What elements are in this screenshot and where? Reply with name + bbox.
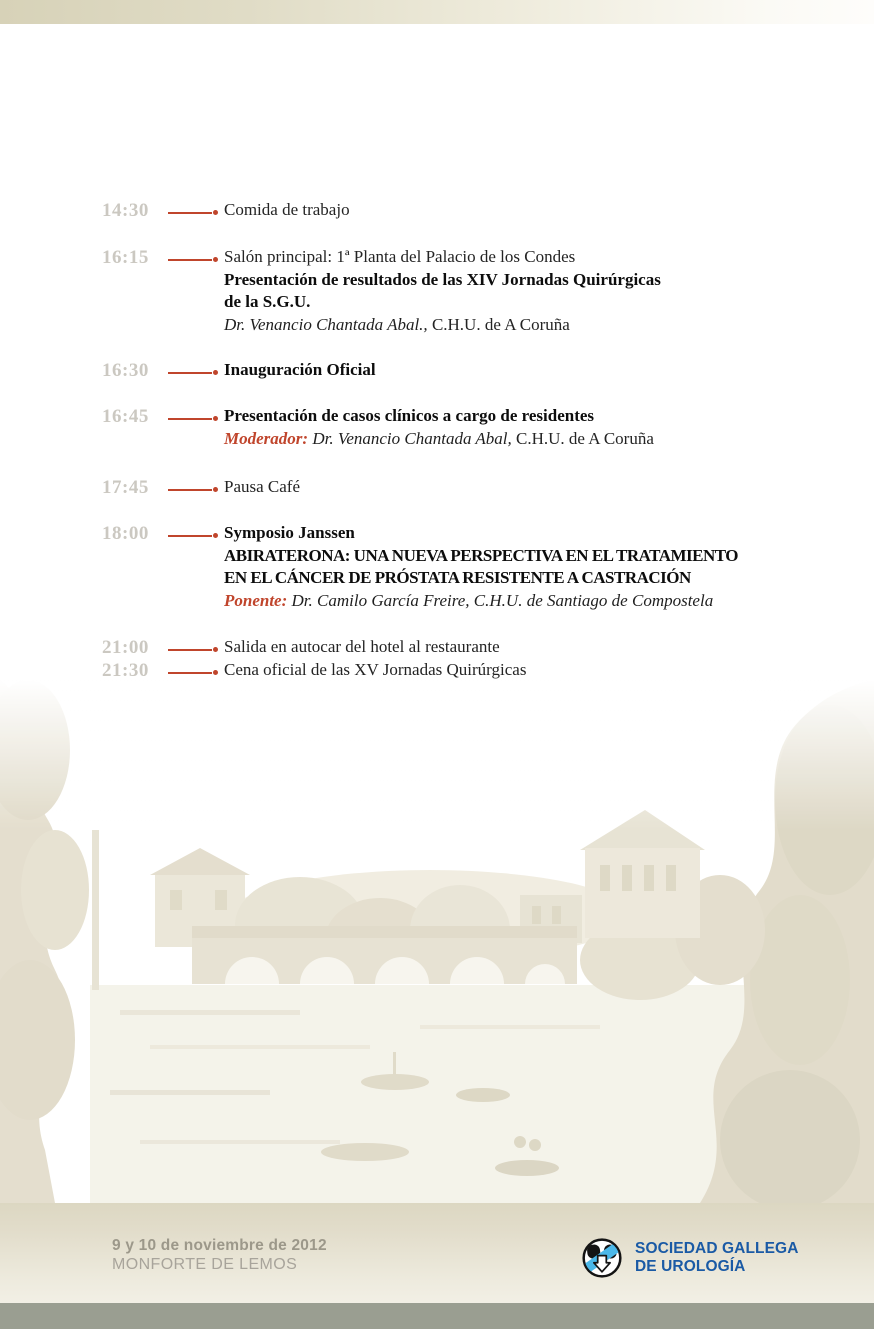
entry-content (224, 405, 654, 450)
entry-time: 21:30 (102, 660, 149, 681)
schedule-line (224, 567, 738, 590)
text-segment: Symposio Janssen (224, 523, 355, 542)
entry-time: 16:30 (102, 360, 149, 381)
entry-time: 16:45 (102, 406, 149, 427)
entry-content (224, 522, 738, 613)
schedule-line (224, 269, 661, 292)
connector-line (168, 672, 212, 674)
connector-line (168, 489, 212, 491)
text-segment: Pausa Café (224, 477, 301, 496)
schedule-line (224, 476, 300, 499)
connector (166, 659, 224, 675)
schedule-entry (102, 476, 300, 499)
schedule-line (224, 246, 661, 269)
entry-content (224, 199, 350, 222)
entry-content (224, 659, 526, 682)
connector-dot (213, 647, 218, 652)
schedule-line (224, 659, 526, 682)
connector (166, 359, 224, 375)
connector-dot (213, 257, 218, 262)
entry-time: 17:45 (102, 477, 149, 498)
schedule-line (224, 314, 661, 337)
bottom-bar (0, 1303, 874, 1329)
society-name-line2: DE UROLOGÍA (635, 1258, 746, 1275)
text-segment: Dr. Camilo García Freire, C.H.U. de Santiago de Compostela (291, 591, 714, 611)
footer-date: 9 y 10 de noviembre de 2012 (112, 1237, 327, 1254)
entry-time: 21:00 (102, 637, 149, 658)
connector-line (168, 418, 212, 420)
schedule-entry (102, 405, 654, 450)
connector-dot (213, 670, 218, 675)
schedule-entry (102, 636, 500, 659)
connector-line (168, 649, 212, 651)
text-segment: ABIRATERONA: UNA NUEVA PERSPECTIVA EN EL TRATAMIENTO (224, 545, 739, 565)
schedule-line (224, 199, 350, 222)
connector (166, 405, 224, 421)
schedule-line (224, 545, 738, 568)
connector-dot (213, 370, 218, 375)
sgu-logo-icon (581, 1237, 623, 1279)
entry-content (224, 246, 661, 337)
schedule-line (224, 428, 654, 451)
text-segment: Dr. Venancio Chantada Abal., (224, 315, 428, 335)
text-segment: Dr. Venancio Chantada Abal, (312, 428, 512, 448)
text-segment: Inauguración Oficial (224, 360, 376, 379)
text-segment: C.H.U. de A Coruña (511, 428, 654, 448)
schedule-entry (102, 522, 738, 613)
text-segment: Ponente: (224, 591, 292, 611)
text-segment: EN EL CÁNCER DE PRÓSTATA RESISTENTE A CASTRACIÓN (224, 568, 691, 588)
text-segment: C.H.U. de A Coruña (427, 315, 570, 335)
schedule-entry (102, 246, 661, 337)
entry-content (224, 359, 376, 382)
society-name-line1: SOCIEDAD GALLEGA (635, 1240, 799, 1257)
entry-time: 16:15 (102, 247, 149, 268)
schedule-line (224, 590, 738, 613)
connector-line (168, 535, 212, 537)
entry-content (224, 476, 300, 499)
text-segment: Cena oficial de las XV Jornadas Quirúrgicas (224, 660, 527, 679)
text-segment: Salón principal: 1ª Planta del Palacio de los Condes (224, 247, 576, 266)
text-segment: Moderador: (224, 428, 313, 448)
entry-time: 14:30 (102, 200, 149, 221)
connector-dot (213, 487, 218, 492)
text-segment: de la S.G.U. (224, 292, 311, 312)
connector-dot (213, 533, 218, 538)
schedule-entry (102, 659, 526, 682)
connector (166, 522, 224, 538)
schedule-line (224, 291, 661, 314)
schedule-entry (102, 359, 376, 382)
connector-line (168, 372, 212, 374)
society-logo (581, 1237, 799, 1279)
connector-dot (213, 416, 218, 421)
connector (166, 246, 224, 262)
society-name (635, 1240, 799, 1276)
schedule-line (224, 359, 376, 382)
text-segment: Presentación de resultados de las XIV Jornadas Quirúrgicas (224, 269, 661, 289)
connector-line (168, 212, 212, 214)
connector (166, 476, 224, 492)
entry-time: 18:00 (102, 523, 149, 544)
text-segment: Comida de trabajo (224, 200, 350, 219)
schedule-entry (102, 199, 350, 222)
schedule-line (224, 522, 738, 545)
schedule-line (224, 636, 500, 659)
entry-content (224, 636, 500, 659)
connector-line (168, 259, 212, 261)
text-segment: Salida en autocar del hotel al restaurante (224, 637, 500, 656)
text-segment: Presentación de casos clínicos a cargo de residentes (224, 406, 595, 425)
footer-location: MONFORTE DE LEMOS (112, 1256, 298, 1273)
connector (166, 636, 224, 652)
connector (166, 199, 224, 215)
schedule-line (224, 405, 654, 428)
connector-dot (213, 210, 218, 215)
